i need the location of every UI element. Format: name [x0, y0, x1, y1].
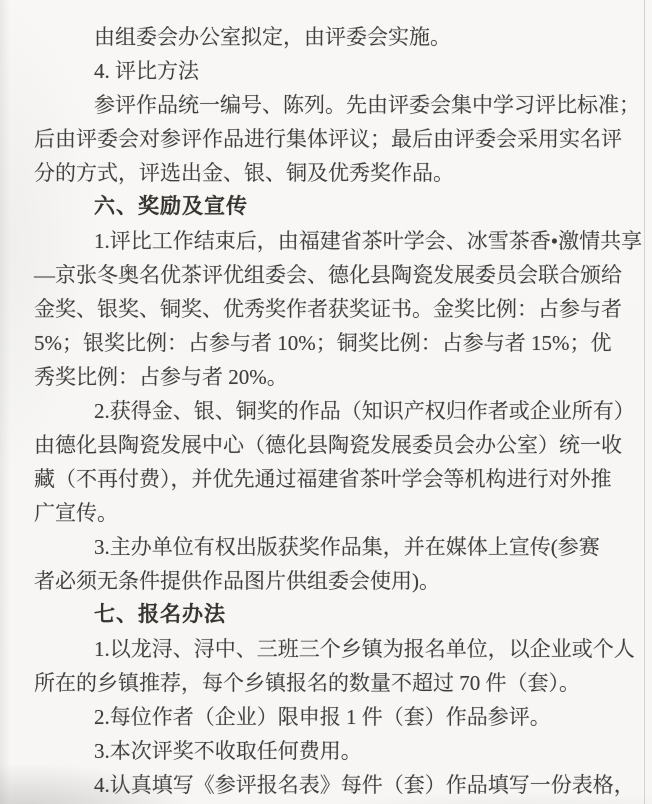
- text-line: 所在的乡镇推荐，每个乡镇报名的数量不超过 70 件（套）。: [34, 671, 580, 695]
- text-line: 者必须无条件提供作品图片供组委会使用)。: [34, 569, 440, 593]
- text-line: 由德化县陶瓷发展中心（德化县陶瓷发展委员会办公室）统一收: [34, 433, 622, 457]
- text-line: 参评作品统一编号、陈列。先由评委会集中学习评比标准；: [94, 93, 640, 117]
- text-line: 广宣传。: [34, 501, 118, 525]
- text-line: 七、报名办法: [94, 603, 226, 626]
- text-line: 3.主办单位有权出版获奖作品集，并在媒体上宣传(参赛: [94, 535, 600, 559]
- text-line: 六、奖励及宣传: [94, 195, 248, 218]
- section-heading: [34, 190, 634, 224]
- text-line: —京张冬奥名优茶评优组委会、德化县陶瓷发展委员会联合颁给: [34, 263, 622, 287]
- text-line: 金奖、银奖、铜奖、优秀奖作者获奖证书。金奖比例：占参与者: [34, 297, 622, 321]
- paragraph: [34, 394, 634, 530]
- text-line: 秀奖比例：占参与者 20%。: [34, 365, 288, 389]
- sub-heading: [34, 54, 634, 88]
- section-heading: [34, 598, 634, 632]
- text-line: 2.每位作者（企业）限申报 1 件（套）作品参评。: [94, 705, 551, 729]
- text-line: 由组委会办公室拟定，由评委会实施。: [94, 25, 451, 49]
- paragraph: [34, 768, 634, 802]
- paragraph: [34, 530, 634, 598]
- text-line: 藏（不再付费），并优先通过福建省茶叶学会等机构进行对外推: [34, 467, 612, 491]
- text-line: 2.获得金、银、铜奖的作品（知识产权归作者或企业所有）: [94, 399, 635, 423]
- text-line: 1.以龙浔、浔中、三班三个乡镇为报名单位，以企业或个人: [94, 637, 635, 661]
- text-line: 1.评比工作结束后，由福建省茶叶学会、冰雪茶香•激情共享: [94, 229, 643, 253]
- paragraph: [34, 20, 634, 54]
- text-line: 后由评委会对参评作品进行集体评议；最后由评委会采用实名评: [34, 127, 622, 151]
- paragraph: [34, 224, 643, 394]
- paragraph: [34, 734, 634, 768]
- paragraph: [34, 700, 634, 734]
- paragraph: [34, 88, 640, 190]
- text-line: 4.认真填写《参评报名表》每件（套）作品填写一份表格，: [94, 773, 635, 797]
- text-line: 分的方式，评选出金、银、铜及优秀奖作品。: [34, 161, 454, 185]
- text-line: 3.本次评奖不收取任何费用。: [94, 739, 362, 763]
- text-line: 5%；银奖比例：占参与者 10%；铜奖比例：占参与者 15%；优: [34, 331, 612, 355]
- paragraph: [34, 632, 634, 700]
- text-line: 4. 评比方法: [94, 59, 199, 83]
